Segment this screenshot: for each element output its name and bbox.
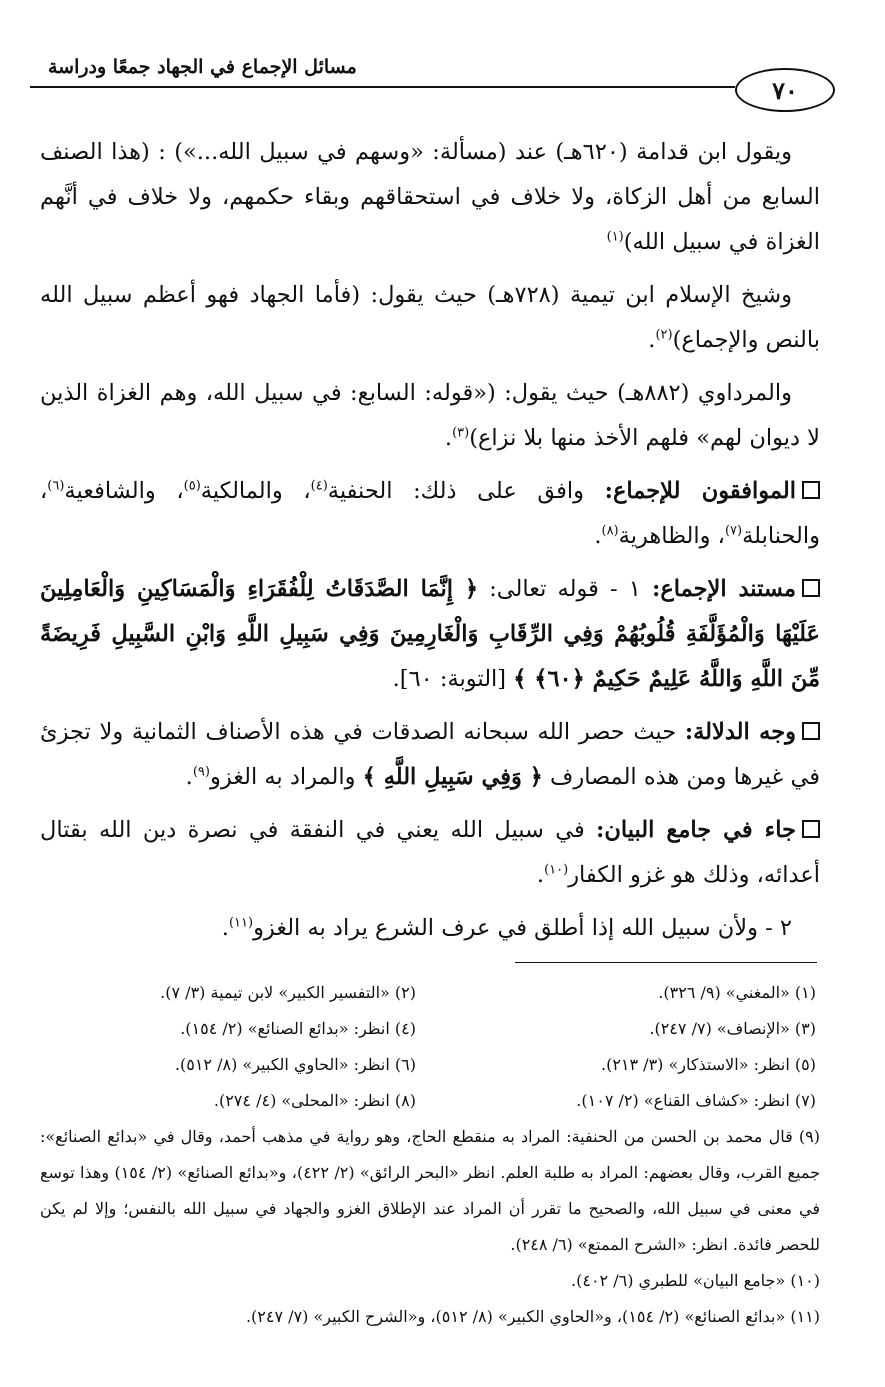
footnote-9: (٩) قال محمد بن الحسن من الحنفية: المراد به منقطع الحاج، وهو رواية في مذهب أحمد، وقال في «بدائع الصنائع»: جميع القرب، وقال بعضهم: المراد به طلبة العلم. انظر «البحر الرائق» (٢/ ٤٢٢)، و«بدائع الصنائع» (٢/ ١٥٤) وهذا توسع في معنى في سبيل الله، والصحيح ما تقرر أن المراد عند الإطلاق الغزو والجهاد في سبيل الله بالنفس؛ وإلا لم يكن للحصر فائدة. انظر: «الشرح الممتع» (٦/ ٢٤٨).: [40, 1127, 820, 1254]
main-text: [40, 130, 820, 959]
footnote-ref[interactable]: (٢): [655, 327, 673, 343]
footnote-10: (١٠) «جامع البيان» للطبري (٦/ ٤٠٢).: [571, 1271, 820, 1290]
square-bullet-icon: [802, 722, 820, 740]
footnote-ref[interactable]: (١٠): [544, 862, 569, 878]
paragraph-evidence: وجه الدلالة: حيث حصر الله سبحانه الصدقات في هذه الأصناف الثمانية ولا تجزئ في غيرها ومن هذه المصارف ﴿ وَفِي سَبِيلِ اللَّهِ ﴾ والمراد به الغزو$^{(٩)}$.: [40, 719, 820, 790]
footnote-ref[interactable]: (١١): [228, 915, 254, 931]
footnote-ref[interactable]: (٦): [47, 478, 65, 494]
quran-phrase: ﴿ وَفِي سَبِيلِ اللَّهِ ﴾: [362, 764, 543, 790]
square-bullet-icon: [802, 579, 820, 597]
footnote-1: (١) «المغني» (٩/ ٣٢٦).: [658, 983, 816, 1002]
footnote-ref[interactable]: (٩): [192, 764, 210, 780]
verse-citation: [التوبة: ٦٠].: [392, 666, 507, 692]
section-label: مستند الإجماع:: [652, 576, 796, 602]
footnote-grid: [40, 975, 820, 1119]
footnote-separator: [515, 962, 817, 963]
footnote-ref[interactable]: (٨): [601, 523, 619, 539]
paragraph-basis: مستند الإجماع: ١ - قوله تعالى: ﴿ إِنَّمَا الصَّدَقَاتُ لِلْفُقَرَاءِ وَالْمَسَاكِينِ وَالْعَامِلِينَ عَلَيْهَا وَالْمُؤَلَّفَةِ قُلُوبُهُمْ وَفِي الرِّقَابِ وَالْغَارِمِينَ وَفِي سَبِيلِ اللَّهِ وَابْنِ السَّبِيلِ فَرِيضَةً مِّنَ اللَّهِ وَاللَّهُ عَلِيمٌ حَكِيمٌ ﴿٦٠﴾ ﴾ [التوبة: ٦٠].: [40, 576, 820, 692]
footnote-ref[interactable]: (٤): [310, 478, 328, 494]
footnote-4: (٤) انظر: «بدائع الصنائع» (٢/ ١٥٤).: [180, 1019, 416, 1038]
paragraph-jami-al-bayan: جاء في جامع البيان: في سبيل الله يعني في النفقة في نصرة دين الله بقتال أعدائه، وذلك هو غزو الكفار$^{(١٠)}$.: [40, 817, 820, 888]
footnote-ref[interactable]: (٥): [183, 478, 201, 494]
footnotes: [40, 975, 820, 1335]
footnote-8: (٨) انظر: «المحلى» (٤/ ٢٧٤).: [213, 1091, 416, 1110]
square-bullet-icon: [802, 820, 820, 838]
footnote-3: (٣) «الإنصاف» (٧/ ٢٤٧).: [649, 1019, 816, 1038]
quran-verse: ﴿ إِنَّمَا الصَّدَقَاتُ لِلْفُقَرَاءِ وَالْمَسَاكِينِ وَالْعَامِلِينَ عَلَيْهَا وَالْمُؤَلَّفَةِ قُلُوبُهُمْ وَفِي الرِّقَابِ وَالْغَارِمِينَ وَفِي سَبِيلِ اللَّهِ وَابْنِ السَّبِيلِ فَرِيضَةً مِّنَ اللَّهِ وَاللَّهُ عَلِيمٌ حَكِيمٌ ﴿٦٠﴾ ﴾: [40, 576, 820, 692]
page-number: ٧٠: [735, 68, 835, 112]
section-label: الموافقون للإجماع:: [604, 478, 797, 504]
footnote-ref[interactable]: (٧): [724, 523, 743, 539]
paragraph-second-evidence: ٢ - ولأن سبيل الله إذا أطلق في عرف الشرع يراد به الغزو$^{(١١)}$.: [221, 915, 792, 941]
square-bullet-icon: [802, 481, 820, 499]
running-title: مسائل الإجماع في الجهاد جمعًا ودراسة: [48, 56, 357, 78]
footnote-11: (١١) «بدائع الصنائع» (٢/ ١٥٤)، و«الحاوي الكبير» (٨/ ٥١٢)، و«الشرح الكبير» (٧/ ٢٤٧).: [245, 1307, 820, 1326]
paragraph-agreeing: الموافقون للإجماع: وافق على ذلك: الحنفية$^{(٤)}$، والمالكية$^{(٥)}$، والشافعية$^{(٦)}$، والحنابلة$^{(٧)}$، والظاهرية$^{(٨)}$.: [40, 478, 820, 549]
footnote-6: (٦) انظر: «الحاوي الكبير» (٨/ ٥١٢).: [174, 1055, 416, 1074]
header-rule: [30, 86, 735, 88]
footnote-7: (٧) انظر: «كشاف القناع» (٢/ ١٠٧).: [576, 1091, 816, 1110]
paragraph-ibn-taymiyya: وشيخ الإسلام ابن تيمية (٧٢٨هـ) حيث يقول: (فأما الجهاد فهو أعظم سبيل الله بالنص والإجماع)$^{(٢)}$.: [40, 282, 820, 353]
footnote-ref[interactable]: (٣): [452, 425, 470, 441]
paragraph-mardawi: والمرداوي (٨٨٢هـ) حيث يقول: («قوله: السابع: في سبيل الله، وهم الغزاة الذين لا ديوان لهم» فلهم الأخذ منها بلا نزاع)$^{(٣)}$.: [40, 380, 820, 451]
page-header: [30, 52, 820, 112]
section-label: جاء في جامع البيان:: [596, 817, 796, 843]
footnote-5: (٥) انظر: «الاستذكار» (٣/ ٢١٣).: [600, 1055, 816, 1074]
footnote-2: (٢) «التفسير الكبير» لابن تيمية (٣/ ٧).: [160, 983, 416, 1002]
section-label: وجه الدلالة:: [684, 719, 796, 745]
paragraph-ibn-qudama: ويقول ابن قدامة (٦٢٠هـ) عند (مسألة: «وسهم في سبيل الله...») : (هذا الصنف السابع من أهل الزكاة، ولا خلاف في استحقاقهم وبقاء حكمهم، ولا خلاف في أنَّهم الغزاة في سبيل الله)$^{(١)}$: [40, 139, 820, 255]
footnote-ref[interactable]: (١): [606, 229, 624, 245]
